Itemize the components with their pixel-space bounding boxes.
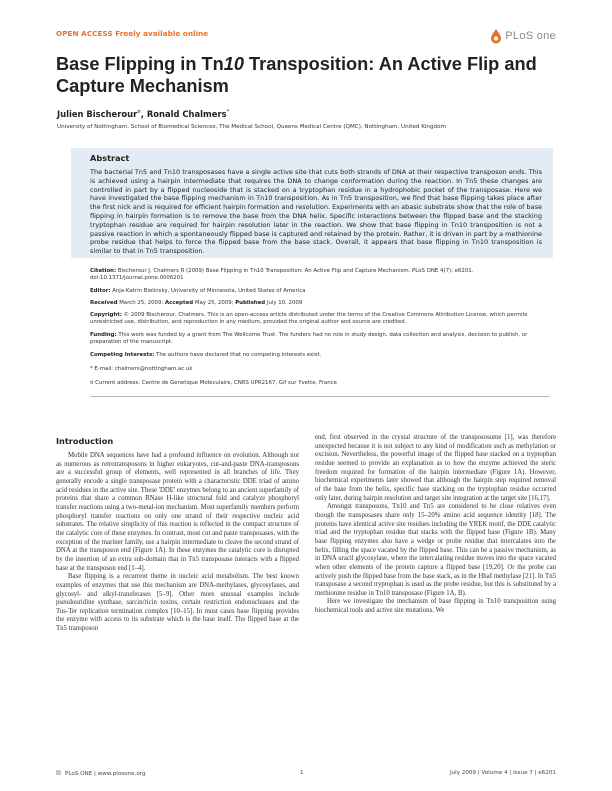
footer-journal [56,770,146,777]
author-1-mark: ¤ [137,109,141,116]
published-date: July 10, 2009 [265,300,303,306]
copyright-line [90,312,550,326]
author-2-mark: * [226,109,230,116]
journal-logo [489,25,556,47]
article-title [56,53,566,97]
author-1: Julien Bischerour [57,109,138,119]
citation-line [90,268,550,282]
author-separator: , [140,109,147,119]
competing-text: The authors have declared that no competing interests exist. [154,352,322,358]
abstract-text: The bacterial Tn5 and Tn10 transposases have a single active site that cuts both strands of DNA at their respective transposon ends. This is achieved using a hairpin intermediate that requires the DNA to change conformation during the reaction. In Tn5 these changes are controlled in part by a flipped nucleoside that is stacked on a tryptophan residue in a hydrophobic pocket of the transposase. Here we have investigated the base flipping mechanism in Tn10 transposition. As in Tn5 transposition, we find that base flipping takes place after the first nick and is required for efficient hairpin formation and resolution. Experiments with an abasic substrate show that the role of base flipping in hairpin formation is to remove the base from the DNA helix. Specific interactions between the flipped base and the stacking tryptophan residue are required for hairpin resolution later in the reaction. We show that base flipping in Tn10 transposition is not a passive reaction in which a spontaneously flipped base is captured and retained by the protein. Rather, it is driven in part by a methionine probe residue that helps to force the flipped base from the base stack. Overall, it appears that base flipping in Tn10 transposition is similar to that in Tn5 transposition. [90,168,542,256]
author-list [57,109,229,119]
top-bar [56,25,556,49]
title-part-1: Base Flipping in Tn [56,54,224,74]
page-number: 1 [300,770,304,776]
citation-text: Bischerour J, Chalmers R (2009) Base Flipping in Tn10 Transposition: An Active Flip and Capture Mechanism. PLoS ONE 4(7): e6201. doi:10.1371/journal.pone.0006201 [90,268,474,282]
journal-logo-text: PLoS one [505,30,556,42]
competing-interests-line [90,352,550,359]
funding-label: Funding: [90,332,117,338]
received-label: Received [90,300,118,306]
paragraph: Base flipping is a recurrent theme in nucleic acid metabolism. The best known examples of enzymes that use this mechanism are DNA-methylases, glycosylases, and glycosyl- and alkyl-transferases [5–9]. Other more unusual examples include pseudouridine synthase, sarcin/ricin toxins, certain restriction endonucleases and the Tus-Ter replication termination complex [10–15]. In most cases base flipping provides the enzyme with access to its substrate which is the base itself. The flipped base at the Tn5 transposon [56,573,299,633]
rule [90,396,550,397]
editor-label: Editor: [90,288,111,294]
received-date: March 25, 2009; [117,300,165,306]
current-address-line: ¤ Current address: Centre de Genetique Moleculaire, CNRS UPR2167, Gif sur Yvette, France [90,380,337,386]
right-column [315,434,556,616]
author-2: Ronald Chalmers [146,109,227,119]
paragraph: Here we investigate the mechanism of base flipping in Tn10 transposition using biochemical tools and active site mutations. We [315,598,556,615]
email-line[interactable]: * E-mail: chalmers@nottingham.ac.uk [90,366,193,372]
paragraph: Amongst transposons, Tn10 and Tn5 are considered to be close relatives even though the transposases share only 15–20% amino acid sequence identity [18]. The proteins have identical active site residues including the YREK motif, the DDE catalytic triad and the tryptophan residue that stacks with the flipped base (Figure 1B). Many base flipping enzymes also have a wedge or probe residue that intercalates into the helix, filling the space vacated by the flipped base. This can be a passive mechanism, as in DNA uracil glycosylase, where the intercalating residue moves into the space vacated when other elements of the protein capture a flipped base [19,20]. Or the probe can actively push the flipped base from the base stack, as in the HhaI methylase [21]. In Tn5 transposase a second tryptophan is used as the probe residue, but this is substituted by a methionine residue in Tn10 transposase (Figure 1A, B). [315,503,556,597]
editor-line [90,288,550,295]
published-label: Published [235,300,266,306]
copyright-label: Copyright: [90,312,122,318]
paragraph: end, first observed in the crystal structure of the transpososome [1], was therefore unexpected because it is not subject to any kind of modification such as methylation or excision. Nevertheless, the powerful image of the flipped base stacked on a tryptophan residue seemed to provide an explanation as to how the enzyme achieved the steric freedom required for formation of the hairpin intermediate (Figure 1A). However, biochemical experiments later showed that although the hairpin step required removal of the base from the helix, specific base stacking on the tryptophan residue occurred only later, during hairpin resolution and target site integration at the target site [16,17]. [315,434,556,502]
editor-text: Anja-Katrin Bielinsky, University of Minnesota, United States of America [110,288,306,294]
title-italic: 10 [223,54,244,74]
accepted-date: May 25, 2009; [193,300,236,306]
title-part-2: Transposition: An Active Flip and Capture Mechanism [56,54,537,96]
accepted-label: Accepted [164,300,194,306]
plos-drop-icon [489,28,503,44]
footer-journal-url[interactable]: PLoS ONE | www.plosone.org [65,771,146,777]
funding-line [90,332,550,346]
copyright-text: © 2009 Bischerour, Chalmers. This is an open-access article distributed under the terms of the Creative Commons Attribution License, which permits unrestricted use, distribution, and reproduction in any medium, provided the original author and source are credited. [90,312,528,326]
abstract-heading: Abstract [90,153,130,163]
competing-label: Competing Interests: [90,352,155,358]
dates-line [90,300,550,307]
affiliation: University of Nottingham, School of Biomedical Sciences, The Medical School, Queens Medical Centre (QMC), Nottingham, United Kingdom [57,124,446,130]
footer-square-icon [56,770,61,775]
funding-text: This work was funded by a grant from The Wellcome Trust. The funders had no role in study design, data collection and analysis, decision to publish, or preparation of the manuscript. [90,332,528,346]
open-access-text: OPEN ACCESS Freely available online [56,29,209,38]
citation-label: Citation: [90,268,117,274]
paragraph: Mobile DNA sequences have had a profound influence on evolution. Although not as numerous as retrotransposons in higher eukaryotes, cut-and-paste DNA-transposons are a successful group of elements, well represented in all branches of life. They generally encode a single transposase protein with a characteristic DDE triad of amino acid residues in the active site. These 'DDE' enzymes belong to an ancient superfamily of proteins that share a common RNase H-like structural fold and catalyze phosphoryl transfer reactions using a two-metal-ion mechanism. Most superfamily members perform phosphoryl transfer reactions on only one strand of their respective nucleic acid substrates. The relative simplicity of this reaction is reflected in the compact structure of the catalytic core of these enzymes. In contrast, most cut and paste transposases, with the exception of the mariner family, use a hairpin intermediate to cleave the second strand of DNA at the transposon end (Figure 1A). In these enzymes the catalytic core is disrupted by the insertion of an extra sub-domain that in Tn5 transposase interacts with a flipped base at the transposon end [1–4]. [56,452,299,572]
footer-issue: July 2009 | Volume 4 | Issue 7 | e6201 [449,770,556,776]
left-column [56,452,299,634]
open-access-label [56,29,208,38]
section-title-introduction: Introduction [56,436,114,446]
